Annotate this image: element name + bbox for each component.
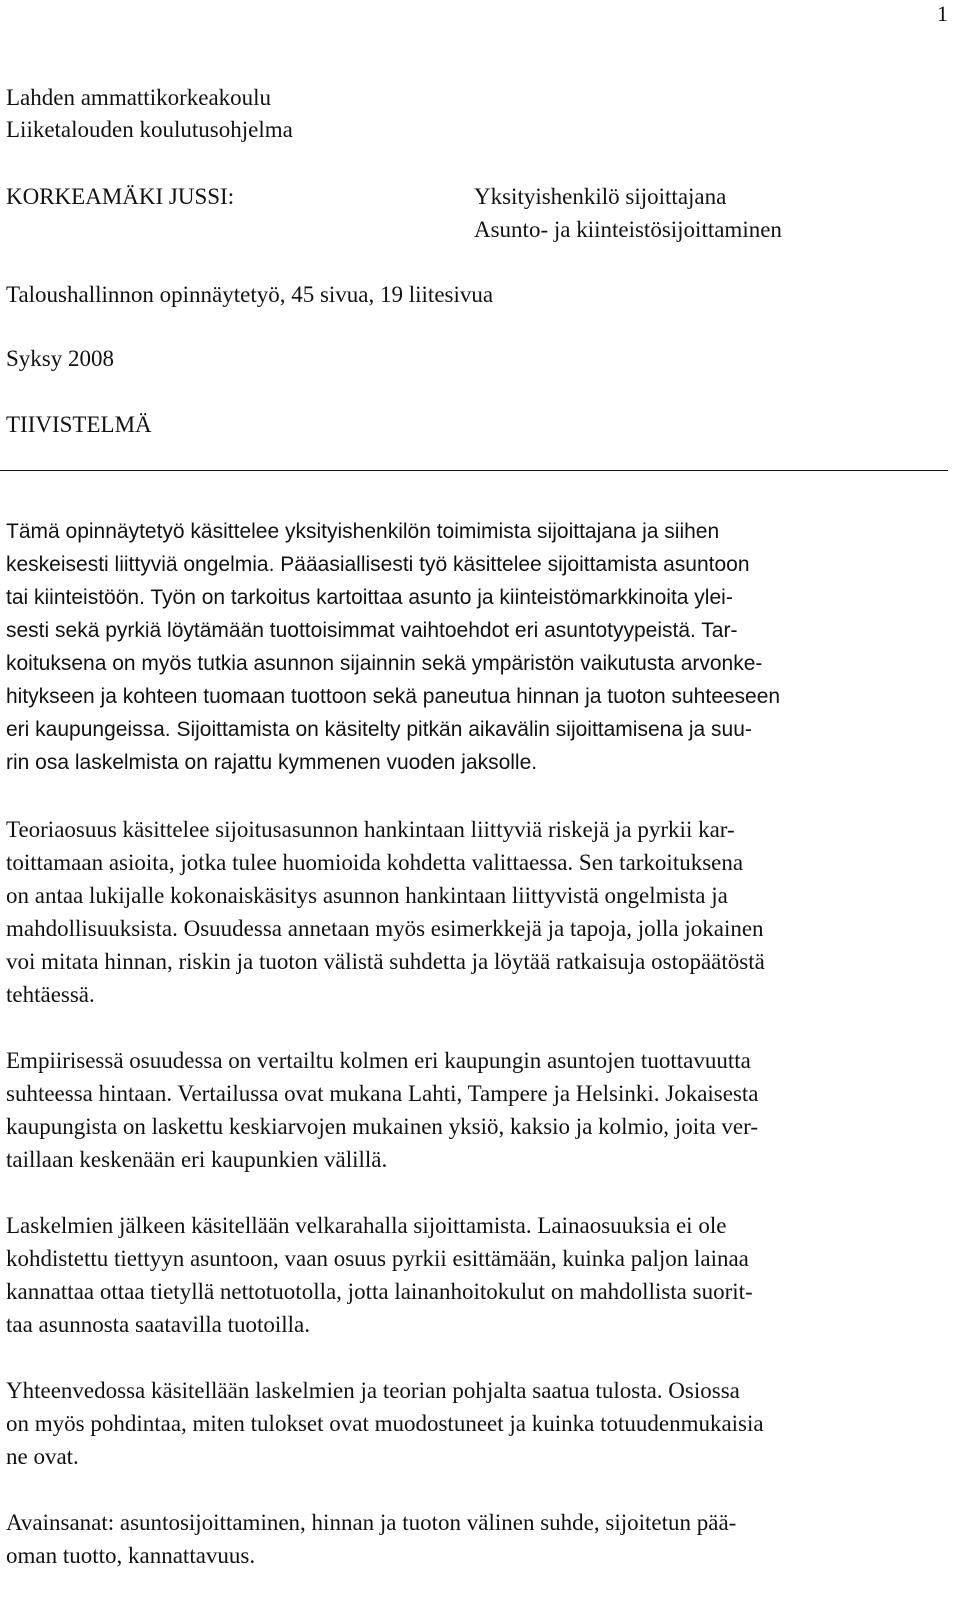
page-number: 1 [937,1,948,26]
theory-paragraph [6,813,942,1011]
thesis-title [474,180,782,246]
text-line: sesti sekä pyrkiä löytämään tuottoisimmat vaihtoehdot eri asuntotyypeistä. Tar- [6,619,738,642]
text-line: tehtäessä. [6,982,95,1007]
text-line: on myös pohdintaa, miten tulokset ovat muodostuneet ja kuinka totuudenmukaisia [6,1411,764,1436]
institution-name: Lahden ammattikorkeakoulu [6,85,272,110]
thesis-title-sub: Asunto- ja kiinteistösijoittaminen [474,217,782,242]
text-line: Avainsanat: asuntosijoittaminen, hinnan ja tuoton välinen suhde, sijoitetun pää- [6,1510,737,1535]
body-text [6,813,942,1605]
empirical-paragraph [6,1044,942,1176]
text-line: keskeisesti liittyviä ongelmia. Pääasiallisesti työ käsittelee sijoittamista asuntoon [6,553,750,576]
text-line: hitykseen ja kohteen tuomaan tuottoon sekä paneutua hinnan ja tuoton suhteeseen [6,685,781,708]
text-line: Yhteenvedossa käsitellään laskelmien ja teorian pohjalta saatua tulosta. Osiossa [6,1378,740,1403]
author-name: KORKEAMÄKI JUSSI: [6,184,235,209]
divider-line [0,470,948,471]
institution-block [6,82,293,146]
keywords-paragraph [6,1506,942,1572]
semester: Syksy 2008 [6,346,114,371]
degree-programme: Liiketalouden koulutusohjelma [6,117,293,142]
text-line: ne ovat. [6,1444,79,1469]
text-line: suhteessa hintaan. Vertailussa ovat mukana Lahti, Tampere ja Helsinki. Jokaisesta [6,1081,759,1106]
text-line: kaupungista on laskettu keskiarvojen mukainen yksiö, kaksio ja kolmio, joita ver- [6,1114,759,1139]
summary-paragraph [6,1374,942,1473]
text-line: Tämä opinnäytetyö käsittelee yksityishenkilön toimimista sijoittajana ja siihen [6,520,720,543]
text-line: Teoriaosuus käsittelee sijoitusasunnon hankintaan liittyviä riskejä ja pyrkii kar- [6,817,735,842]
text-line: kohdistettu tiettyyn asuntoon, vaan osuus pyrkii esittämään, kuinka paljon lainaa [6,1246,749,1271]
text-line: on antaa lukijalle kokonaiskäsitys asunnon hankintaan liittyvistä ongelmista ja [6,883,728,908]
text-line: voi mitata hinnan, riskin ja tuoton välistä suhdetta ja löytää ratkaisuja ostopäätöstä [6,949,765,974]
text-line: rin osa laskelmista on rajattu kymmenen vuoden jaksolle. [6,751,538,774]
thesis-title-main: Yksityishenkilö sijoittajana [474,184,727,209]
text-line: oman tuotto, kannattavuus. [6,1543,256,1568]
section-title: TIIVISTELMÄ [6,412,152,437]
abstract-paragraph [6,515,924,779]
loans-paragraph [6,1209,942,1341]
text-line: Empiirisessä osuudessa on vertailtu kolmen eri kaupungin asuntojen tuottavuutta [6,1048,751,1073]
text-line: taa asunnosta saatavilla tuotoilla. [6,1312,311,1337]
text-line: eri kaupungeissa. Sijoittamista on käsitelty pitkän aikavälin sijoittamisena ja suu- [6,718,752,741]
thesis-info: Taloushallinnon opinnäytetyö, 45 sivua, 19 liitesivua [6,282,494,307]
text-line: tai kiinteistöön. Työn on tarkoitus kartoittaa asunto ja kiinteistömarkkinoita ylei- [6,586,733,609]
text-line: kannattaa ottaa tietyllä nettotuotolla, jotta lainanhoitokulut on mahdollista suorit- [6,1279,753,1304]
text-line: koituksena on myös tutkia asunnon sijainnin sekä ympäristön vaikutusta arvonke- [6,652,763,675]
text-line: toittamaan asioita, jotka tulee huomioida kohdetta valittaessa. Sen tarkoituksena [6,850,744,875]
text-line: Laskelmien jälkeen käsitellään velkarahalla sijoittamista. Lainaosuuksia ei ole [6,1213,727,1238]
text-line: taillaan keskenään eri kaupunkien välillä. [6,1147,388,1172]
text-line: mahdollisuuksista. Osuudessa annetaan myös esimerkkejä ja tapoja, jolla jokainen [6,916,764,941]
